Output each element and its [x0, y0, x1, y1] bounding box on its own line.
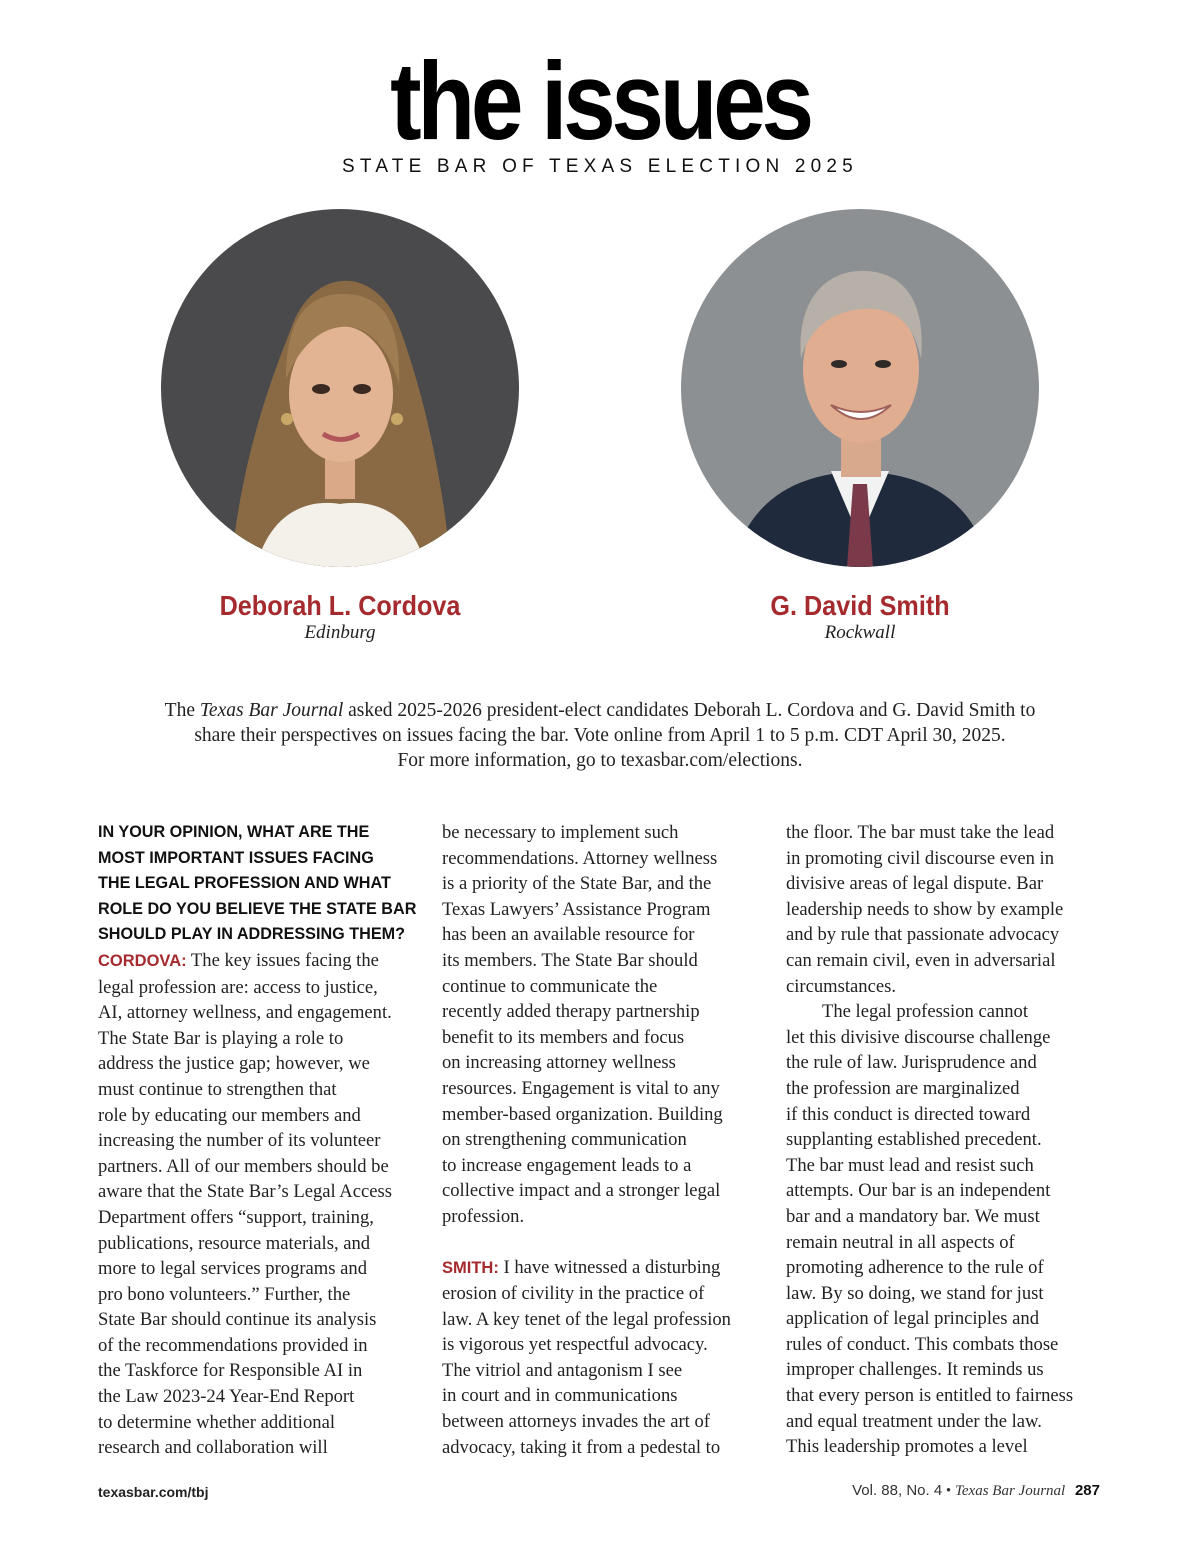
- answer-line: increasing the number of its volunteer: [98, 1130, 381, 1152]
- answer-line: in court and in communications: [442, 1385, 678, 1407]
- cordova-answer: [98, 975, 418, 1461]
- answer-line: let this divisive discourse challenge: [786, 1026, 1051, 1048]
- answer-line: law. A key tenet of the legal profession: [442, 1308, 731, 1330]
- answer-line: that every person is entitled to fairness: [786, 1385, 1074, 1407]
- answer-line: divisive areas of legal dispute. Bar: [786, 873, 1044, 895]
- answer-line: application of legal principles and: [786, 1308, 1039, 1330]
- answer-line: be necessary to implement such: [442, 822, 679, 843]
- page-subtitle: STATE BAR OF TEXAS ELECTION 2025: [342, 156, 858, 177]
- answer-line: the profession are marginalized: [786, 1077, 1020, 1099]
- answer-line: role by educating our members and: [98, 1104, 361, 1126]
- answer-line: continue to communicate the: [442, 975, 658, 997]
- journal-name: Texas Bar Journal: [199, 700, 344, 721]
- answer-line: member-based organization. Building: [442, 1103, 723, 1125]
- answer-line: recently added therapy partnership: [442, 1001, 700, 1023]
- question-line: ROLE DO YOU BELIEVE THE STATE BAR: [98, 899, 417, 918]
- answer-line: attempts. Our bar is an independent: [786, 1180, 1051, 1202]
- answer-line: resources. Engagement is vital to any: [442, 1077, 720, 1099]
- answer-line: to increase engagement leads to a: [442, 1154, 692, 1176]
- bullet: •: [945, 1483, 952, 1499]
- candidate-cordova: [130, 590, 550, 644]
- smith-answer-cont: [786, 820, 1106, 999]
- answer-line: has been an available resource for: [442, 924, 695, 946]
- intro-text: The: [164, 700, 200, 721]
- publication-name: Texas Bar Journal: [954, 1483, 1066, 1499]
- answer-line: must continue to strengthen that: [98, 1078, 337, 1100]
- question-line: IN YOUR OPINION, WHAT ARE THE: [98, 823, 370, 841]
- candidate-city: Edinburg: [304, 622, 376, 643]
- answer-line: its members. The State Bar should: [442, 949, 698, 971]
- answer-line: and by rule that passionate advocacy: [786, 924, 1060, 946]
- answer-line: bar and a mandatory bar. We must: [786, 1205, 1040, 1227]
- answer-line: AI, attorney wellness, and engagement.: [98, 1002, 392, 1024]
- answer-line: CORDOVA: The key issues facing the: [98, 949, 379, 971]
- answer-line: on increasing attorney wellness: [442, 1052, 676, 1074]
- answer-line: remain neutral in all aspects of: [786, 1231, 1015, 1253]
- answer-line: the Taskforce for Responsible AI in: [98, 1360, 363, 1382]
- intro-text: share their perspectives on issues facing the bar. Vote online from April 1 to 5 p.m. CDT April 30, 2025.: [194, 725, 1006, 746]
- answer-line: address the justice gap; however, we: [98, 1053, 370, 1075]
- answer-line: of the recommendations provided in: [98, 1334, 368, 1356]
- answer-line: advocacy, taking it from a pedestal to: [442, 1436, 721, 1458]
- question-line: THE LEGAL PROFESSION AND WHAT: [98, 874, 391, 893]
- answer-line: on strengthening communication: [442, 1129, 687, 1151]
- answer-line: if this conduct is directed toward: [786, 1103, 1031, 1125]
- answer-line: Texas Lawyers’ Assistance Program: [442, 898, 711, 920]
- answer-line: and equal treatment under the law.: [786, 1410, 1042, 1432]
- candidate-name: G. David Smith: [770, 590, 950, 621]
- page-title: the issues: [390, 40, 810, 163]
- answer-line: The bar must lead and resist such: [786, 1154, 1034, 1176]
- answer-line: circumstances.: [786, 975, 896, 997]
- answer-line: supplanting established precedent.: [786, 1129, 1042, 1151]
- answer-line: publications, resource materials, and: [98, 1232, 371, 1254]
- answer-line: the floor. The bar must take the lead: [786, 822, 1055, 843]
- answer-line: research and collaboration will: [98, 1437, 328, 1459]
- answer-line: benefit to its members and focus: [442, 1026, 685, 1048]
- answer-line: between attorneys invades the art of: [442, 1411, 710, 1433]
- answer-line: is vigorous yet respectful advocacy.: [442, 1334, 708, 1356]
- article-column-1: [98, 820, 418, 1461]
- speaker-smith: SMITH:: [442, 1258, 499, 1277]
- smith-answer-cont: [786, 1025, 1106, 1460]
- answer-line: collective impact and a stronger legal: [442, 1180, 721, 1202]
- footer-folio: [852, 1482, 1100, 1500]
- answer-line: is a priority of the State Bar, and the: [442, 873, 712, 895]
- article-column-2: [442, 820, 762, 1460]
- answer-line: leadership needs to show by example: [786, 898, 1064, 920]
- question-heading: [98, 820, 418, 948]
- answer-line: rules of conduct. This combats those: [786, 1333, 1059, 1355]
- answer-line: legal profession are: access to justice,: [98, 976, 378, 998]
- answer-line: more to legal services programs and: [98, 1258, 368, 1280]
- smith-answer: [442, 1281, 762, 1460]
- answer-line: The legal profession cannot: [822, 1001, 1029, 1023]
- question-line: MOST IMPORTANT ISSUES FACING: [98, 848, 374, 867]
- masthead: [0, 40, 1200, 178]
- answer-line: the Law 2023-24 Year-End Report: [98, 1386, 355, 1408]
- answer-line: The State Bar is playing a role to: [98, 1027, 344, 1049]
- intro-text: asked 2025-2026 president-elect candidates Deborah L. Cordova and G. David Smith to: [343, 700, 1036, 721]
- answer-line: pro bono volunteers.” Further, the: [98, 1283, 351, 1305]
- candidate-name: Deborah L. Cordova: [219, 590, 461, 621]
- candidate-city: Rockwall: [824, 622, 896, 643]
- answer-line: SMITH: I have witnessed a disturbing: [442, 1256, 721, 1278]
- cordova-answer-cont: [442, 820, 762, 1230]
- answer-line: can remain civil, even in adversarial: [786, 949, 1056, 971]
- answer-line: improper challenges. It reminds us: [786, 1359, 1044, 1381]
- answer-line: State Bar should continue its analysis: [98, 1309, 377, 1331]
- smith-portrait: [681, 209, 1039, 567]
- article-column-3: [786, 820, 1106, 1460]
- cordova-portrait: [161, 209, 519, 567]
- answer-line: The vitriol and antagonism I see: [442, 1359, 683, 1381]
- answer-line: to determine whether additional: [98, 1411, 335, 1433]
- volume-info: Vol. 88, No. 4: [852, 1482, 943, 1499]
- answer-line: Department offers “support, training,: [98, 1206, 374, 1228]
- footer-url: texasbar.com/tbj: [98, 1484, 209, 1500]
- intro-text: For more information, go to texasbar.com/elections.: [397, 750, 803, 771]
- answer-line: This leadership promotes a level: [786, 1436, 1028, 1458]
- answer-line: in promoting civil discourse even in: [786, 847, 1055, 869]
- question-line: SHOULD PLAY IN ADDRESSING THEM?: [98, 925, 405, 944]
- page-number: 287: [1074, 1482, 1100, 1499]
- intro-paragraph: [110, 698, 1090, 773]
- answer-line: partners. All of our members should be: [98, 1155, 389, 1177]
- speaker-cordova: CORDOVA:: [98, 951, 187, 970]
- candidate-smith: [650, 590, 1070, 644]
- answer-line: the rule of law. Jurisprudence and: [786, 1052, 1037, 1074]
- answer-line: promoting adherence to the rule of: [786, 1257, 1044, 1279]
- answer-line: recommendations. Attorney wellness: [442, 847, 718, 869]
- answer-line: aware that the State Bar’s Legal Access: [98, 1181, 392, 1203]
- answer-line: law. By so doing, we stand for just: [786, 1282, 1044, 1304]
- answer-line: erosion of civility in the practice of: [442, 1283, 705, 1305]
- answer-line: profession.: [442, 1205, 525, 1227]
